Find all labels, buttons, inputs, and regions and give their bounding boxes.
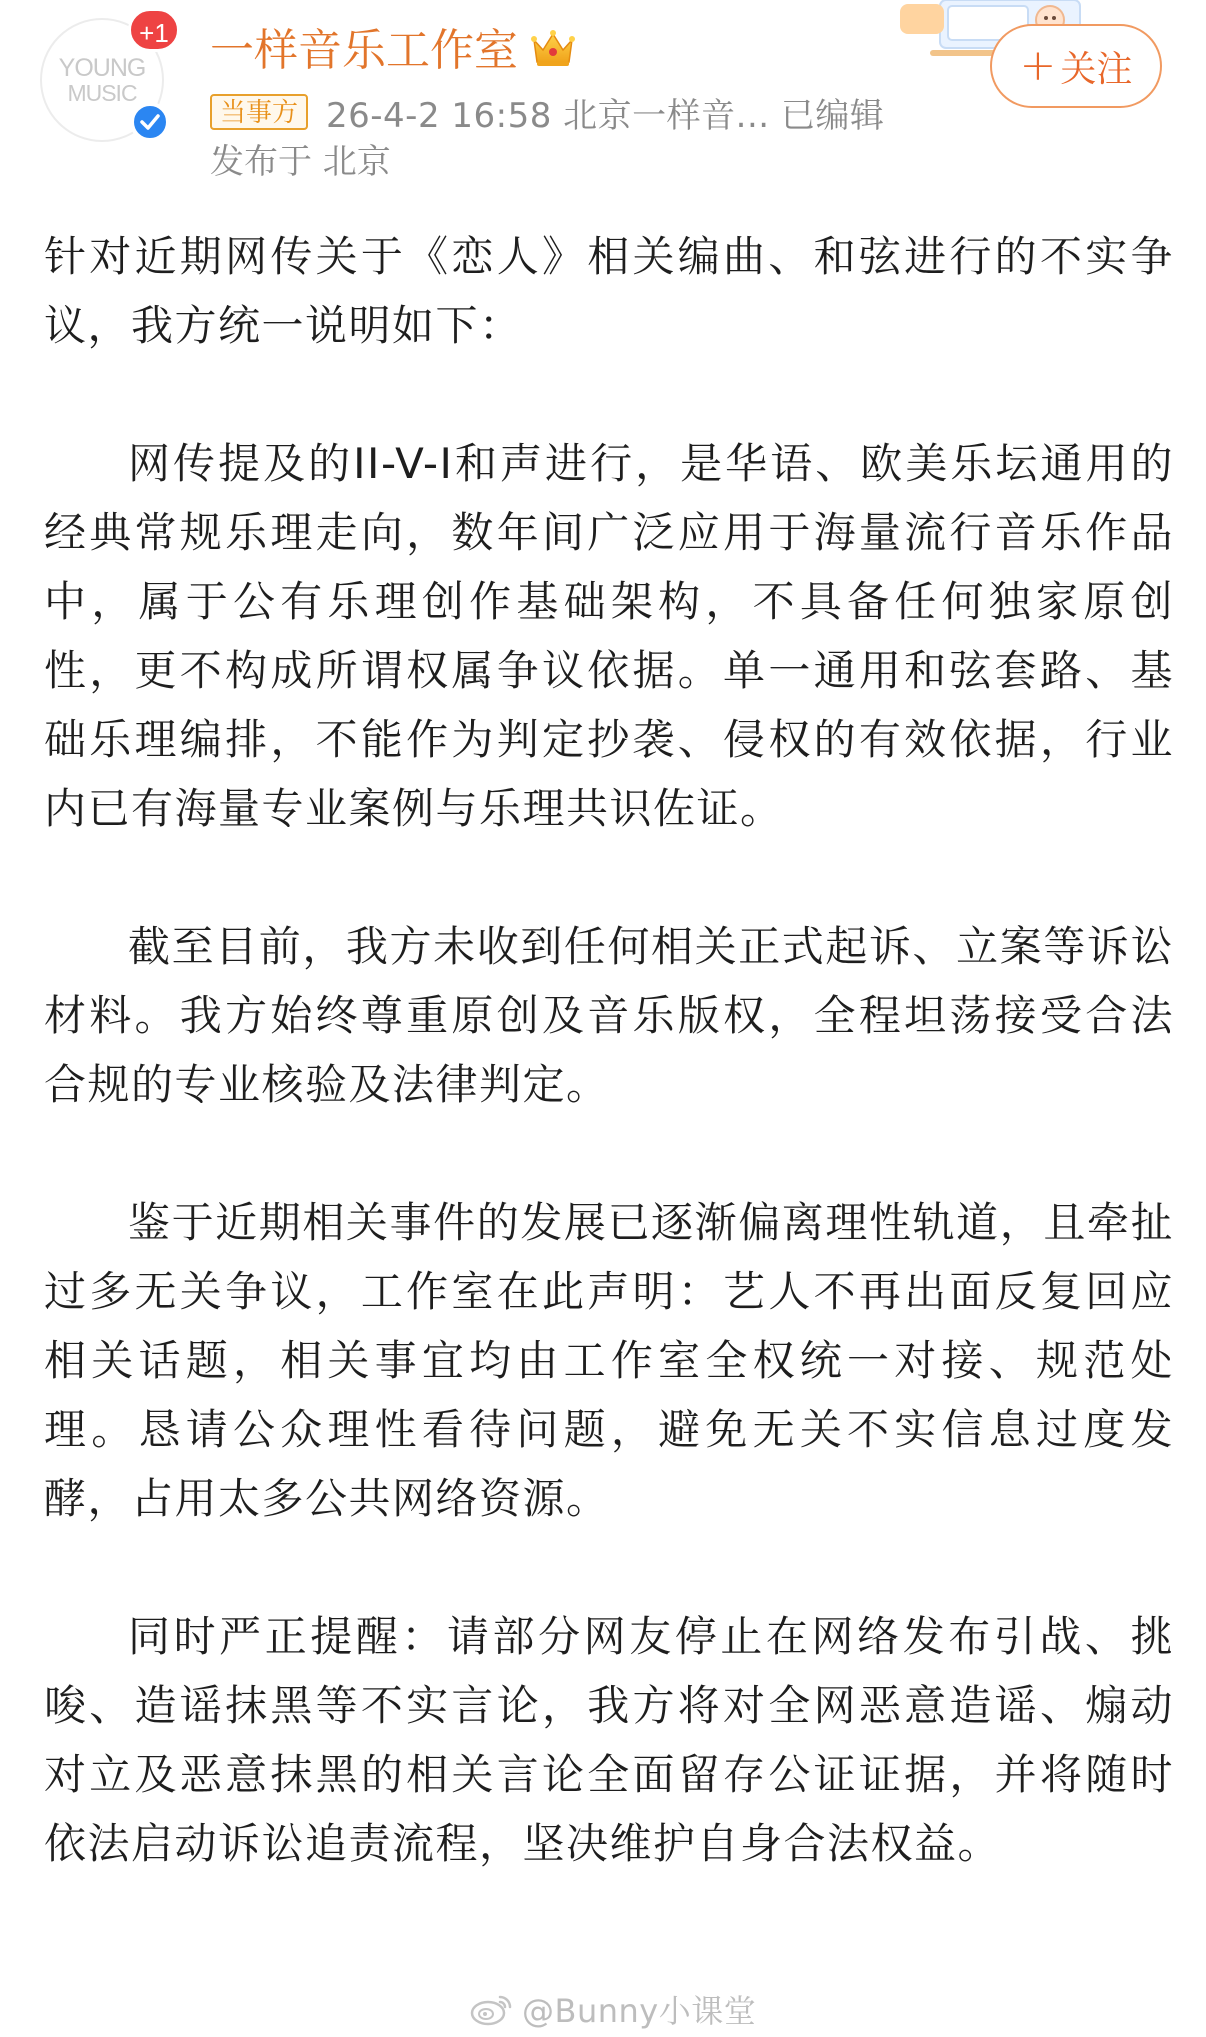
post-body [44,222,1174,1878]
follow-button-label: 关注 [1060,48,1133,90]
avatar-logo-line2: MUSIC [67,80,137,106]
post-paragraph-statement: 鉴于近期相关事件的发展已逐渐偏离理性轨道，且牵扯过多无关争议，工作室在此声明：艺人不再出面反复回应相关话题，相关事宜均由工作室全权统一对接、规范处理。恳请公众理性看待问题，避免无关不实信息过度发酵，占用太多公共网络资源。 [44,1198,1174,1523]
avatar-logo-line1: YOUNG [58,54,146,82]
post-header [0,0,1206,190]
post-paragraph-warning: 同时严正提醒：请部分网友停止在网络发布引战、挑唆、造谣抹黑等不实言论，我方将对全网恶意造谣、煽动对立及恶意抹黑的相关言论全面留存公证证据，并将随时依法启动诉讼追责流程，坚决维护自身合法权益。 [44,1612,1174,1868]
post-meta-text: 26-4-2 16:58 北京一样音... 已编辑 [326,95,885,136]
post-meta-row [210,88,884,136]
post-paragraph-lawsuit: 截至目前，我方未收到任何相关正式起诉、立案等诉讼材料。我方始终尊重原创及音乐版权，全程坦荡接受合法合规的专业核验及法律判定。 [44,922,1174,1109]
follow-button[interactable] [990,24,1162,108]
account-name[interactable]: 一样音乐工作室 [210,25,518,76]
fan-plus-badge: +1 [128,8,180,52]
plus-icon: + [1019,40,1057,91]
party-badge: 当事方 [210,94,308,130]
crown-icon [528,26,578,70]
weibo-logo-icon [470,1991,514,2027]
verified-check-icon [130,102,170,142]
post-paragraph-chords: 网传提及的II-V-I和声进行，是华语、欧美乐坛通用的经典常规乐理走向，数年间广泛应用于海量流行音乐作品中，属于公有乐理创作基础架构，不具备任何独家原创性，更不构成所谓权属争议依据。单一通用和弦套路、基础乐理编排，不能作为判定抄袭、侵权的有效依据，行业内已有海量专业案例与乐理共识佐证。 [44,439,1174,833]
watermark-text: @Bunny小课堂 [522,1992,757,2030]
watermark [470,1986,756,2032]
post-paragraph-intro: 针对近期网传关于《恋人》相关编曲、和弦进行的不实争议，我方统一说明如下： [44,232,1174,350]
post-location: 发布于 北京 [210,142,391,182]
